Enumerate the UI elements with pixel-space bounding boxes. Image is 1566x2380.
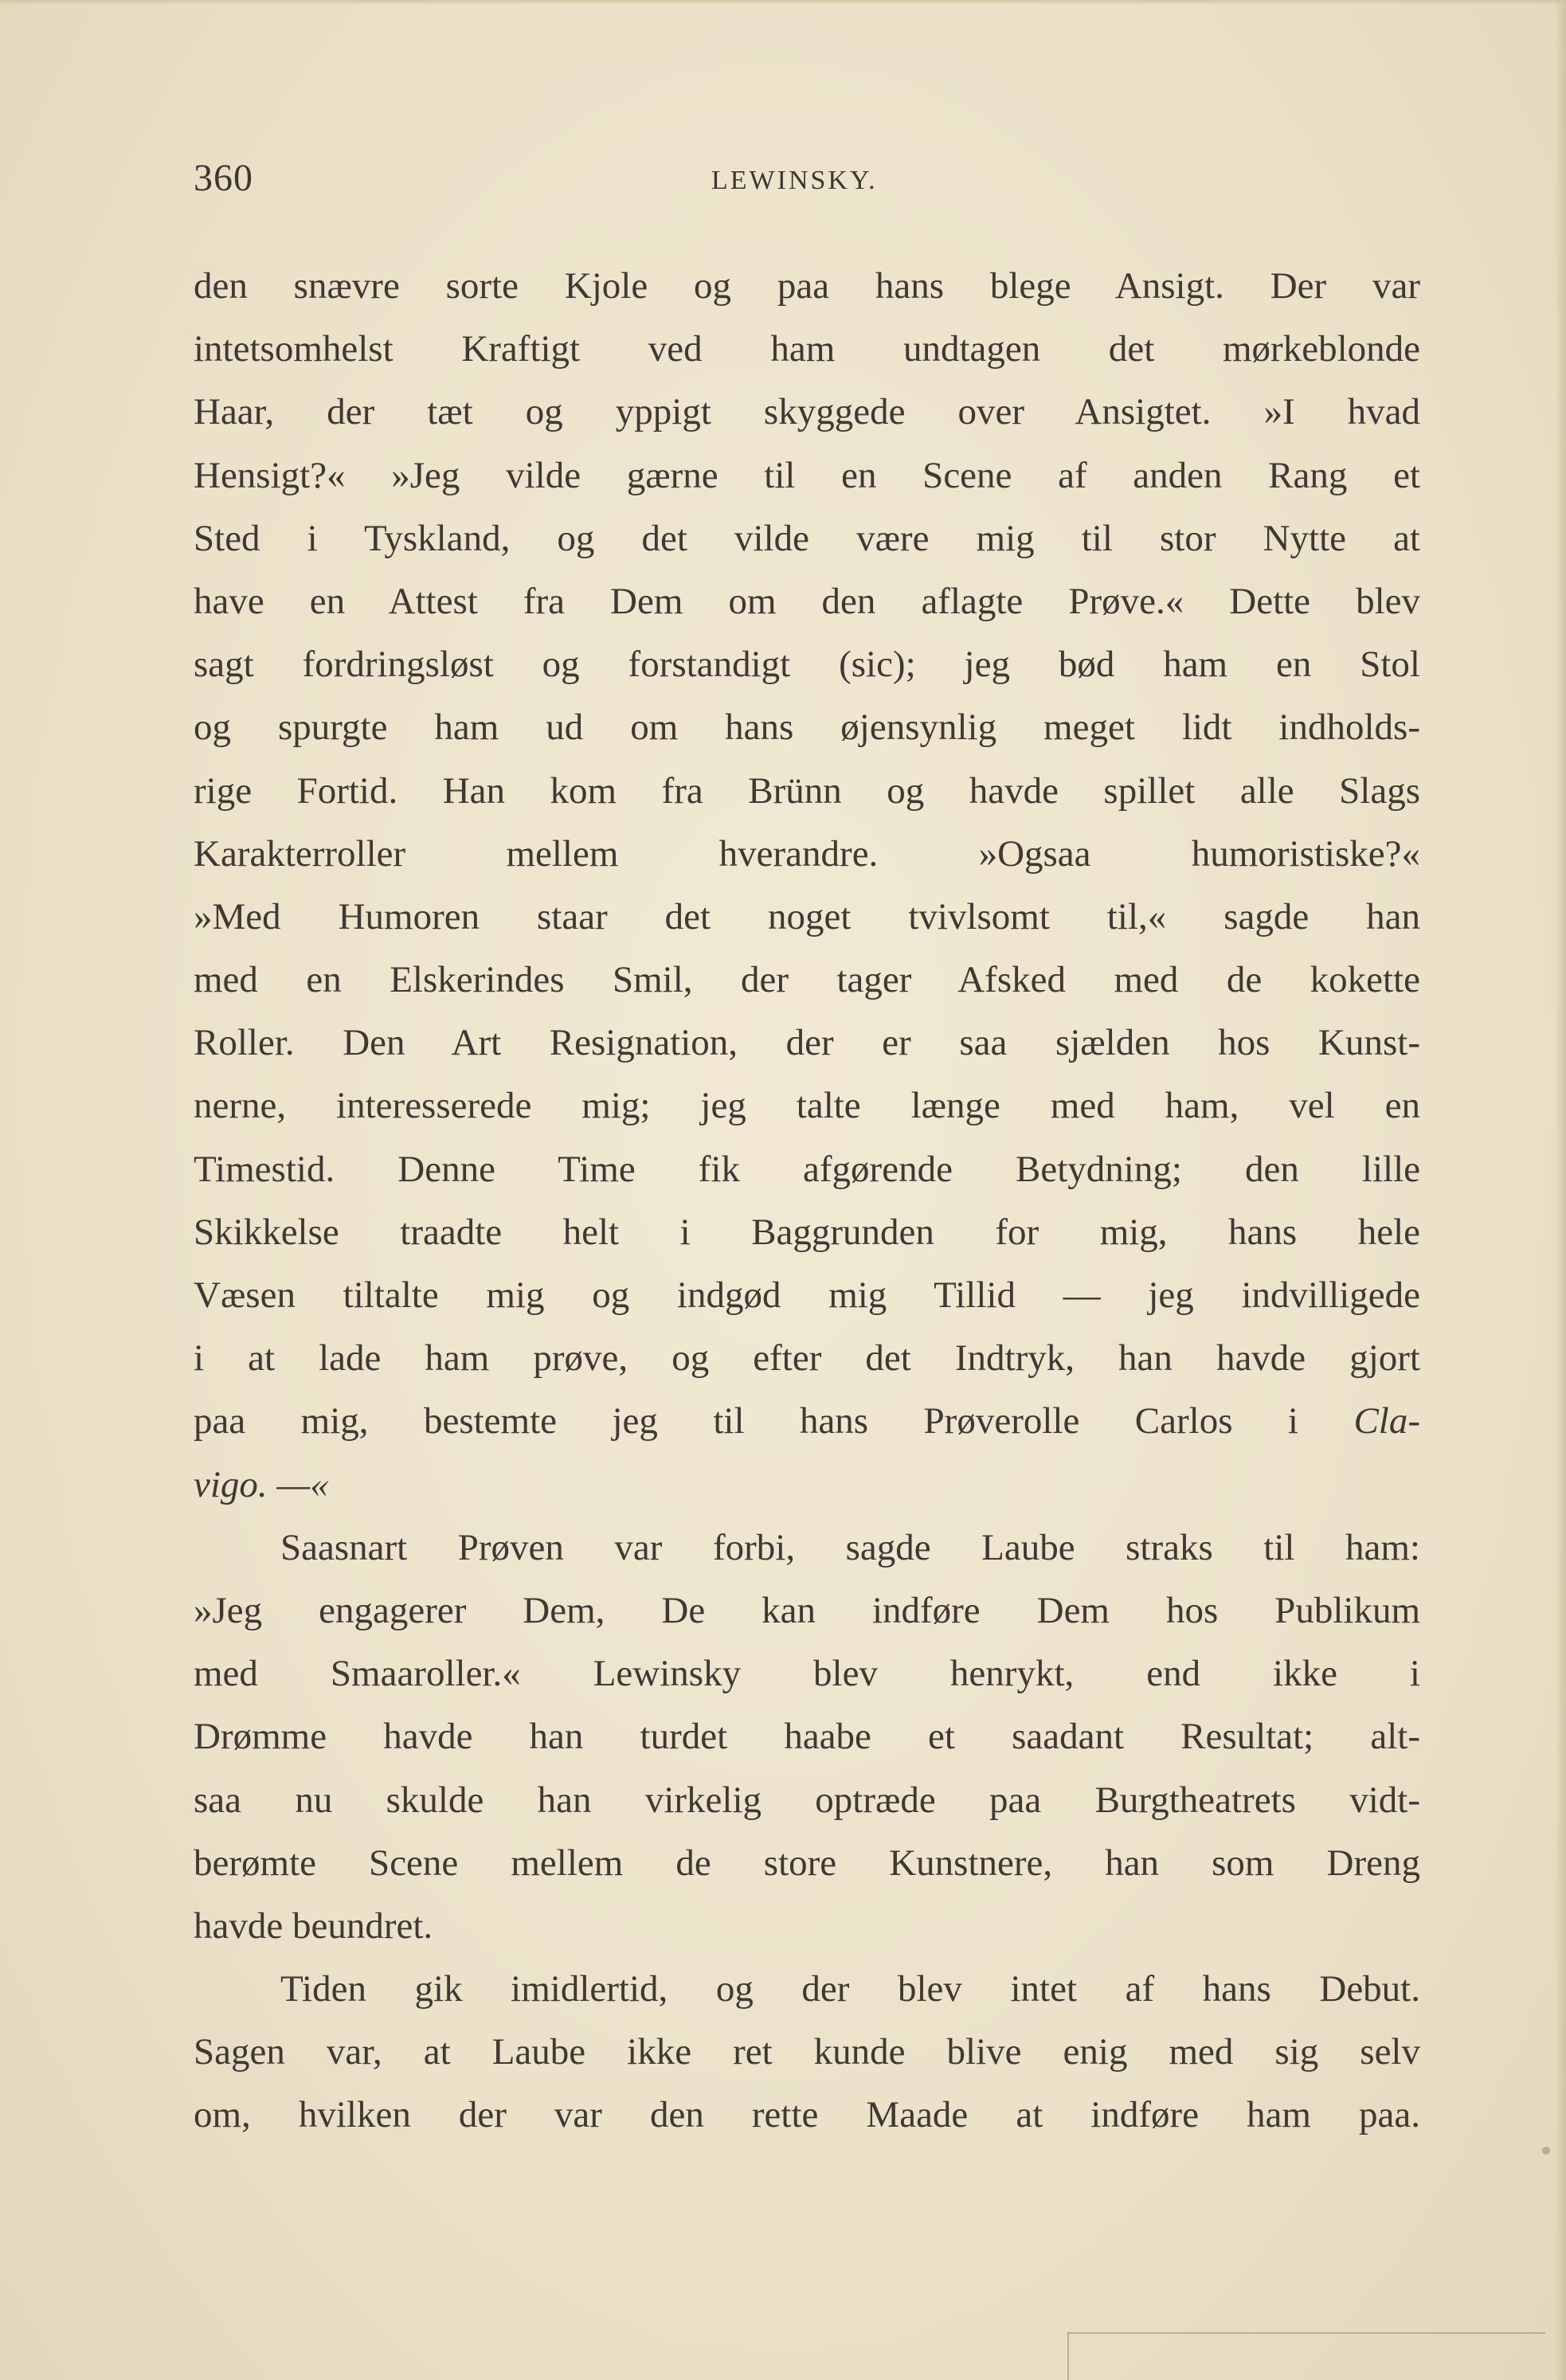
text-line-with-italic — [194, 1390, 1420, 1453]
text-line: havde beundret. — [194, 1904, 433, 1947]
text-line: Haar, der tæt og yppigt skyggede over Ansigtet. »I hvad — [194, 391, 1420, 433]
text-line: Tiden gik imidlertid, og der blev intet af hans Debut. — [280, 1968, 1420, 2010]
text-line: Drømme havde han turdet haabe et saadant Resultat; alt- — [194, 1716, 1420, 1758]
text-line: Væsen tiltalte mig og indgød mig Tillid — jeg indvilligede — [194, 1274, 1420, 1316]
italic-title-continuation: vigo. —« — [194, 1463, 329, 1505]
text-line: med en Elskerindes Smil, der tager Afsked med de kokette — [194, 959, 1420, 1001]
text-line: Karakterroller mellem hverandre. »Ogsaa humoristiske?« — [194, 832, 1420, 875]
paper-speck — [1542, 2147, 1550, 2155]
text-line: Sted i Tyskland, og det vilde være mig til stor Nytte at — [194, 517, 1420, 559]
text-line: Roller. Den Art Resignation, der er saa sjælden hos Kunst- — [194, 1022, 1420, 1064]
running-head: LEWINSKY. — [711, 166, 878, 195]
text-line: »Jeg engagerer Dem, De kan indføre Dem hos Publikum — [194, 1589, 1420, 1631]
text-line: og spurgte ham ud om hans øjensynlig meget lidt indholds- — [194, 707, 1420, 749]
page-top-shadow — [0, 0, 1566, 5]
text-line: berømte Scene mellem de store Kunstnere, han som Dreng — [194, 1842, 1420, 1884]
text-line: den snævre sorte Kjole og paa hans blege Ansigt. Der var — [194, 265, 1420, 307]
text-segment: paa mig, bestemte jeg til hans Prøverolle Carlos i — [194, 1400, 1298, 1442]
text-line: med Smaaroller.« Lewinsky blev henrykt, end ikke i — [194, 1653, 1420, 1695]
text-line: »Med Humoren staar det noget tvivlsomt til,« sagde han — [194, 895, 1420, 938]
scan-edge-line — [1067, 2332, 1545, 2334]
text-line: rige Fortid. Han kom fra Brünn og havde spillet alle Slags — [194, 769, 1420, 812]
text-line: sagt fordringsløst og forstandigt (sic); jeg bød ham en Stol — [194, 644, 1420, 686]
text-line: Skikkelse traadte helt i Baggrunden for mig, hans hele — [194, 1211, 1420, 1253]
text-line: Sagen var, at Laube ikke ret kunde blive enig med sig selv — [194, 2031, 1420, 2073]
text-line: Saasnart Prøven var forbi, sagde Laube straks til ham: — [280, 1526, 1420, 1568]
text-line: intetsomhelst Kraftigt ved ham undtagen det mørkeblonde — [194, 328, 1420, 370]
page-right-shadow — [1555, 0, 1566, 2380]
text-line: Timestid. Denne Time fik afgørende Betydning; den lille — [194, 1148, 1420, 1190]
text-line: om, hvilken der var den rette Maade at indføre ham paa. — [194, 2094, 1420, 2136]
page-header — [194, 156, 1420, 212]
body-text — [194, 255, 1420, 2147]
italic-title-part: Cla- — [1353, 1400, 1420, 1442]
text-line: i at lade ham prøve, og efter det Indtryk, han havde gjort — [194, 1337, 1420, 1380]
text-line: have en Attest fra Dem om den aflagte Prøve.« Dette blev — [194, 580, 1420, 622]
text-line: saa nu skulde han virkelig optræde paa Burgtheatrets vidt- — [194, 1779, 1420, 1821]
scan-edge-tick — [1067, 2332, 1069, 2380]
text-line: nerne, interesserede mig; jeg talte længe med ham, vel en — [194, 1085, 1420, 1127]
page-number: 360 — [194, 157, 253, 199]
text-line: Hensigt?« »Jeg vilde gærne til en Scene af anden Rang et — [194, 454, 1420, 496]
